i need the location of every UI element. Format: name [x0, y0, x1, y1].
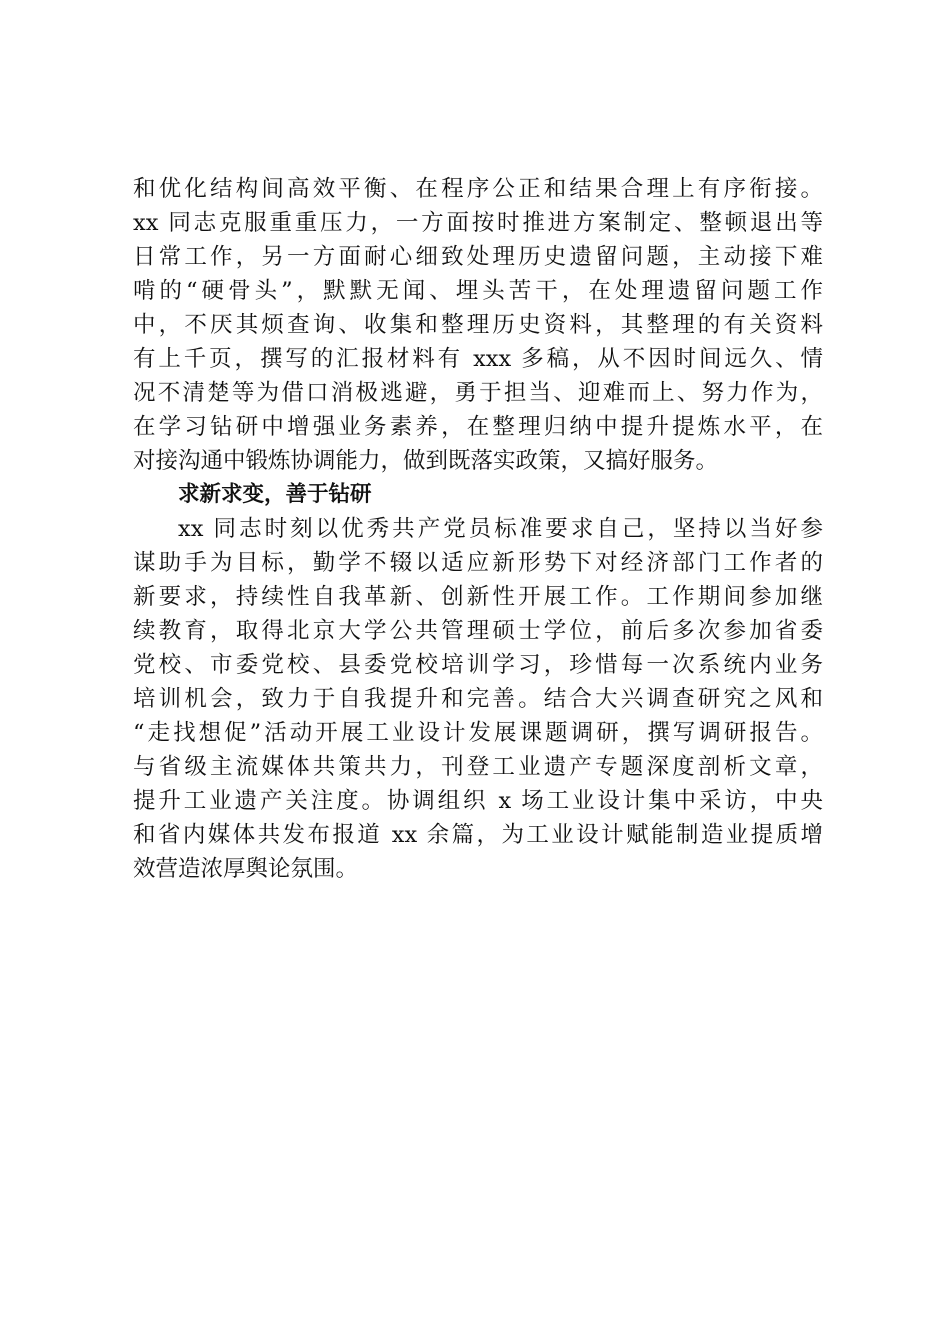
text-line: 有上千页，撰写的汇报材料有 xxx 多稿，从不因时间远久、情: [133, 346, 823, 372]
section-heading: 求新求变，善于钻研: [178, 482, 372, 507]
document-body: [133, 172, 823, 886]
text-line: 啃的“硬骨头”，默默无闻、埋头苦干，在处理遗留问题工作: [133, 278, 823, 304]
text-line: 提升工业遗产关注度。协调组织 x 场工业设计集中采访，中央: [133, 788, 823, 814]
text-line: 和优化结构间高效平衡、在程序公正和结果合理上有序衔接。: [133, 176, 823, 202]
text-line: xx 同志时刻以优秀共产党员标准要求自己，坚持以当好参: [178, 516, 823, 542]
text-line: 中，不厌其烦查询、收集和整理历史资料，其整理的有关资料: [133, 312, 823, 338]
text-line: “走找想促”活动开展工业设计发展课题调研，撰写调研报告。: [133, 720, 823, 746]
text-line: 培训机会，致力于自我提升和完善。结合大兴调查研究之风和: [133, 686, 823, 712]
text-line: 与省级主流媒体共策共力，刊登工业遗产专题深度剖析文章，: [133, 754, 823, 780]
text-line: 新要求，持续性自我革新、创新性开展工作。工作期间参加继: [133, 584, 823, 610]
paragraph-2: [133, 512, 823, 886]
text-line: 在学习钻研中增强业务素养，在整理归纳中提升提炼水平，在: [133, 414, 823, 440]
text-line: 日常工作，另一方面耐心细致处理历史遗留问题，主动接下难: [133, 244, 823, 270]
text-line: 和省内媒体共发布报道 xx 余篇，为工业设计赋能制造业提质增: [133, 822, 823, 848]
text-line: 党校、市委党校、县委党校培训学习，珍惜每一次系统内业务: [133, 652, 823, 678]
text-line: 对接沟通中锻炼协调能力，做到既落实政策，又搞好服务。: [133, 448, 719, 474]
text-line: 况不清楚等为借口消极逃避，勇于担当、迎难而上、努力作为，: [133, 380, 823, 406]
text-line: 谋助手为目标，勤学不辍以适应新形势下对经济部门工作者的: [133, 550, 823, 576]
paragraph-1: [133, 172, 823, 478]
text-line: 续教育，取得北京大学公共管理硕士学位，前后多次参加省委: [133, 618, 823, 644]
text-line: 效营造浓厚舆论氛围。: [133, 856, 359, 882]
text-line: xx 同志克服重重压力，一方面按时推进方案制定、整顿退出等: [133, 210, 823, 236]
